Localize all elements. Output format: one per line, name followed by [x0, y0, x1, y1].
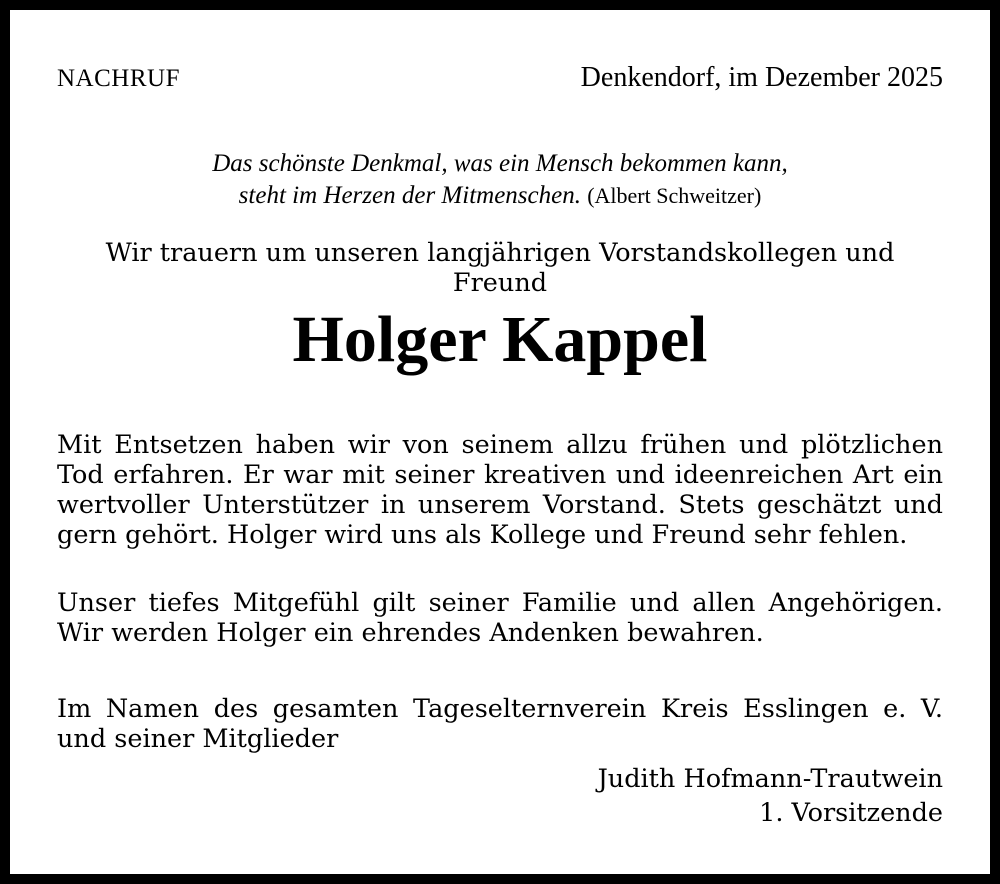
quote-author: (Albert Schweitzer) [587, 183, 762, 208]
paragraph-sympathy: Unser tiefes Mitgefühl gilt seiner Familie und allen Angehörigen. Wir werden Holger ein ehrendes Andenken bewahren. [57, 588, 943, 648]
signature [598, 762, 943, 830]
quote [57, 148, 943, 212]
intro-line: Wir trauern um unseren langjährigen Vorstandskollegen und Freund [105, 238, 895, 298]
obituary-content [57, 10, 943, 874]
paragraph-condolence: Mit Entsetzen haben wir von seinem allzu frühen und plötzlichen Tod erfahren. Er war mit seiner kreativen und ideenreichen Art ein wertvoller Unterstützer in unserem Vorstand. Stets geschätzt und gern gehört. Holger wird uns als Kollege und Freund sehr fehlen. [57, 430, 943, 550]
place-date: Denkendorf, im Dezember 2025 [580, 62, 943, 93]
header-label: NACHRUF [57, 65, 180, 92]
quote-line-2 [57, 180, 943, 212]
signature-role: 1. Vorsitzende [759, 798, 943, 828]
paragraph-on-behalf: Im Namen des gesamten Tageselternverein Kreis Esslingen e. V. und seiner Mitglieder [57, 694, 943, 754]
quote-line-1: Das schönste Denkmal, was ein Mensch bekommen kann, [212, 150, 788, 177]
deceased-name: Holger Kappel [292, 303, 708, 376]
header-row [57, 62, 943, 94]
quote-text: steht im Herzen der Mitmenschen. [238, 182, 581, 209]
signature-name: Judith Hofmann-Trautwein [597, 764, 943, 794]
obituary-frame [10, 10, 990, 874]
